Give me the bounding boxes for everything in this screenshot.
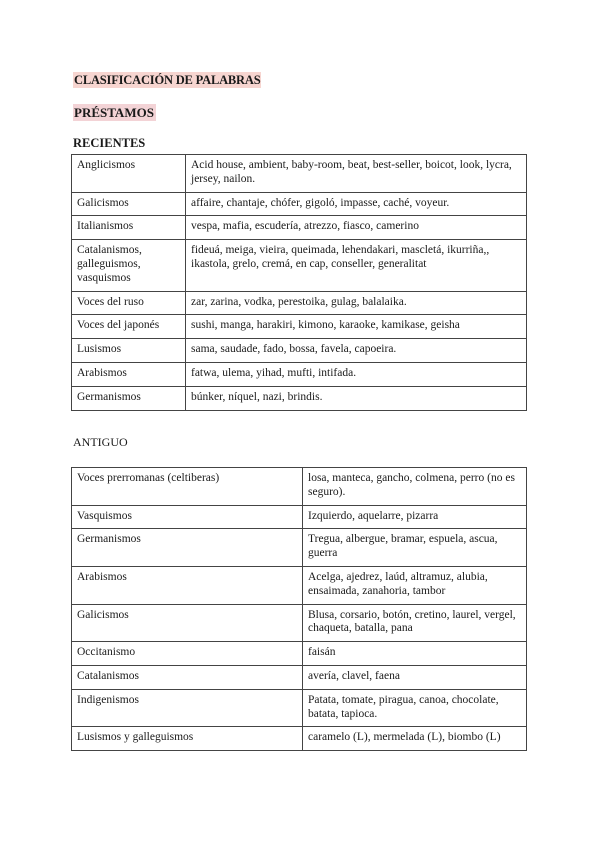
table-row: [72, 192, 527, 216]
table-row: [72, 155, 527, 193]
category-cell: Anglicismos: [72, 155, 186, 193]
section-heading-prestamos: PRÉSTAMOS: [74, 105, 154, 120]
subheading-recientes: RECIENTES: [73, 136, 146, 150]
table-row: [72, 468, 527, 506]
category-cell: Vasquismos: [72, 505, 303, 529]
table-row: [72, 216, 527, 240]
category-cell: Lusismos: [72, 339, 186, 363]
words-cell: vespa, mafia, escudería, atrezzo, fiasco, camerino: [186, 216, 527, 240]
category-cell: Arabismos: [72, 566, 303, 604]
words-cell: affaire, chantaje, chófer, gigoló, impasse, caché, voyeur.: [186, 192, 527, 216]
table-row: [72, 689, 527, 727]
table-row: [72, 505, 527, 529]
category-cell: Galicismos: [72, 192, 186, 216]
table-row: [72, 727, 527, 751]
category-cell: Occitanismo: [72, 642, 303, 666]
words-cell: Blusa, corsario, botón, cretino, laurel, vergel, chaqueta, batalla, pana: [303, 604, 527, 642]
table-row: [72, 339, 527, 363]
category-cell: Arabismos: [72, 362, 186, 386]
table-row: [72, 642, 527, 666]
category-cell: Voces del ruso: [72, 291, 186, 315]
category-cell: Voces prerromanas (celtiberas): [72, 468, 303, 506]
words-cell: sama, saudade, fado, bossa, favela, capoeira.: [186, 339, 527, 363]
category-cell: Galicismos: [72, 604, 303, 642]
antiguo-table: [71, 467, 527, 751]
table-row: [72, 291, 527, 315]
category-cell: Voces del japonés: [72, 315, 186, 339]
words-cell: avería, clavel, faena: [303, 665, 527, 689]
table-row: [72, 240, 527, 291]
table-row: [72, 604, 527, 642]
category-cell: Catalanismos: [72, 665, 303, 689]
subheading-antiguo: ANTIGUO: [73, 435, 128, 449]
words-cell: búnker, níquel, nazi, brindis.: [186, 386, 527, 410]
table-row: [72, 386, 527, 410]
words-cell: Acid house, ambient, baby-room, beat, best-seller, boicot, look, lycra, jersey, nailon.: [186, 155, 527, 193]
category-cell: Germanismos: [72, 529, 303, 567]
table-row: [72, 315, 527, 339]
words-cell: zar, zarina, vodka, perestoika, gulag, balalaika.: [186, 291, 527, 315]
words-cell: Tregua, albergue, bramar, espuela, ascua, guerra: [303, 529, 527, 567]
recientes-table: [71, 154, 527, 411]
category-cell: Catalanismos, galleguismos, vasquismos: [72, 240, 186, 291]
words-cell: fatwa, ulema, yihad, mufti, intifada.: [186, 362, 527, 386]
category-cell: Germanismos: [72, 386, 186, 410]
category-cell: Italianismos: [72, 216, 186, 240]
words-cell: sushi, manga, harakiri, kimono, karaoke, kamikase, geisha: [186, 315, 527, 339]
table-row: [72, 362, 527, 386]
words-cell: fideuá, meiga, vieira, queimada, lehendakari, mascletá, ikurriña,, ikastola, grelo, cremá, en cap, conseller, generalitat: [186, 240, 527, 291]
table-row: [72, 529, 527, 567]
words-cell: Patata, tomate, piragua, canoa, chocolate, batata, tapioca.: [303, 689, 527, 727]
words-cell: caramelo (L), mermelada (L), biombo (L): [303, 727, 527, 751]
category-cell: Indigenismos: [72, 689, 303, 727]
words-cell: losa, manteca, gancho, colmena, perro (no es seguro).: [303, 468, 527, 506]
document-title: CLASIFICACIÓN DE PALABRAS: [74, 73, 261, 87]
words-cell: Acelga, ajedrez, laúd, altramuz, alubia, ensaimada, zanahoria, tambor: [303, 566, 527, 604]
words-cell: faisán: [303, 642, 527, 666]
category-cell: Lusismos y galleguismos: [72, 727, 303, 751]
words-cell: Izquierdo, aquelarre, pizarra: [303, 505, 527, 529]
table-row: [72, 566, 527, 604]
table-row: [72, 665, 527, 689]
